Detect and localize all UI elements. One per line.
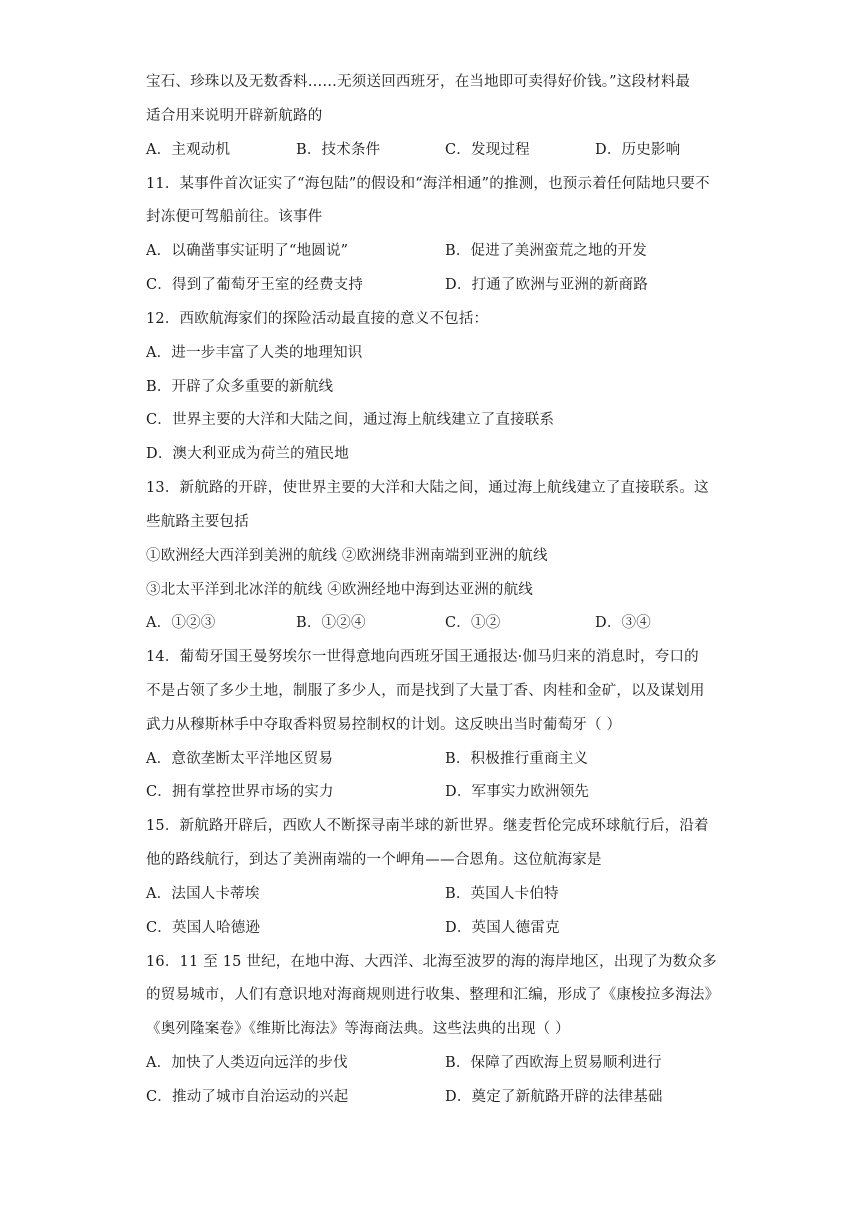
question-16-option-c[interactable]: C．推动了城市自治运动的兴起: [146, 1089, 349, 1105]
question-14-option-c[interactable]: C．拥有掌控世界市场的实力: [146, 784, 334, 800]
question-11-option-c[interactable]: C．得到了葡萄牙王室的经费支持: [146, 277, 364, 293]
question-13-option-a[interactable]: A．①②③: [146, 615, 216, 631]
question-14-stem-line-1: 14．葡萄牙国王曼努埃尔一世得意地向西班牙国王通报达·伽马归来的消息时，夸口的: [146, 649, 699, 665]
question-16-stem-line-1: 16．11 至 15 世纪，在地中海、大西洋、北海至波罗的海的海岸地区，出现了为数众多: [146, 954, 717, 970]
question-15-option-d[interactable]: D．英国人德雷克: [445, 920, 560, 936]
question-14-stem-line-2: 不是占领了多少土地，制服了多少人，而是找到了大量丁香、肉桂和金矿，以及谋划用: [146, 683, 705, 699]
question-15-option-c[interactable]: C．英国人哈德逊: [146, 920, 261, 936]
question-12-option-d[interactable]: D．澳大利亚成为荷兰的殖民地: [146, 446, 349, 462]
question-14-option-d[interactable]: D．军事实力欧洲领先: [445, 784, 590, 800]
question-13-stem-line-2: 些航路主要包括: [146, 514, 249, 530]
question-16-option-b[interactable]: B．保障了西欧海上贸易顺利进行: [445, 1055, 662, 1071]
question-15-option-a[interactable]: A．法国人卡蒂埃: [146, 886, 260, 902]
question-13-item-line-1: ①欧洲经大西洋到美洲的航线 ②欧洲绕非洲南端到亚洲的航线: [146, 548, 548, 564]
question-10-option-c[interactable]: C．发现过程: [445, 142, 530, 158]
question-11-stem-line-1: 11．某事件首次证实了“海包陆”的假设和“海洋相通”的推测，也预示着任何陆地只要不: [146, 176, 710, 192]
question-16-option-d[interactable]: D．奠定了新航路开辟的法律基础: [445, 1089, 663, 1105]
question-10-option-d[interactable]: D．历史影响: [595, 142, 681, 158]
question-10-option-b[interactable]: B．技术条件: [296, 142, 381, 158]
question-13-stem-line-1: 13．新航路的开辟，使世界主要的大洋和大陆之间，通过海上航线建立了直接联系。这: [146, 480, 709, 496]
question-10-option-a[interactable]: A．主观动机: [146, 142, 231, 158]
question-15-option-b[interactable]: B．英国人卡伯特: [445, 886, 559, 902]
question-16-stem-line-3: 《奥列隆案卷》《维斯比海法》等海商法典。这些法典的出现（ ）: [146, 1021, 570, 1037]
question-12-option-a[interactable]: A．进一步丰富了人类的地理知识: [146, 345, 363, 361]
question-11-option-a[interactable]: A．以确凿事实证明了“地圆说”: [146, 243, 349, 259]
question-11-stem-line-2: 封冻便可驾船前往。该事件: [146, 209, 323, 225]
question-14-stem-line-3: 武力从穆斯林手中夺取香料贸易控制权的计划。这反映出当时葡萄牙（ ）: [146, 717, 622, 733]
question-16-option-a[interactable]: A．加快了人类迈向远洋的步伐: [146, 1055, 348, 1071]
question-10-stem-line-2: 适合用来说明开辟新航路的: [146, 108, 323, 124]
question-11-option-d[interactable]: D．打通了欧洲与亚洲的新商路: [445, 277, 648, 293]
question-10-stem-line-1: 宝石、珍珠以及无数香料……无须送回西班牙，在当地即可卖得好价钱。”这段材料最: [146, 74, 691, 90]
question-12-option-c[interactable]: C．世界主要的大洋和大陆之间，通过海上航线建立了直接联系: [146, 412, 555, 428]
question-12-stem: 12．西欧航海家们的探险活动最直接的意义不包括：: [146, 311, 489, 327]
question-13-option-d[interactable]: D．③④: [595, 615, 651, 631]
question-13-item-line-2: ③北太平洋到北冰洋的航线 ④欧洲经地中海到达亚洲的航线: [146, 582, 534, 598]
question-15-stem-line-1: 15．新航路开辟后，西欧人不断探寻南半球的新世界。继麦哲伦完成环球航行后，沿着: [146, 818, 709, 834]
question-11-option-b[interactable]: B．促进了美洲蛮荒之地的开发: [445, 243, 647, 259]
question-13-option-c[interactable]: C．①②: [445, 615, 501, 631]
question-16-stem-line-2: 的贸易城市，人们有意识地对海商规则进行收集、整理和汇编，形成了《康梭拉多海法》: [146, 987, 720, 1003]
question-15-stem-line-2: 他的路线航行，到达了美洲南端的一个岬角——合恩角。这位航海家是: [146, 852, 602, 868]
question-13-option-b[interactable]: B．①②④: [296, 615, 366, 631]
question-14-option-a[interactable]: A．意欲垄断太平洋地区贸易: [146, 751, 334, 767]
question-12-option-b[interactable]: B．开辟了众多重要的新航线: [146, 379, 334, 395]
question-14-option-b[interactable]: B．积极推行重商主义: [445, 751, 589, 767]
